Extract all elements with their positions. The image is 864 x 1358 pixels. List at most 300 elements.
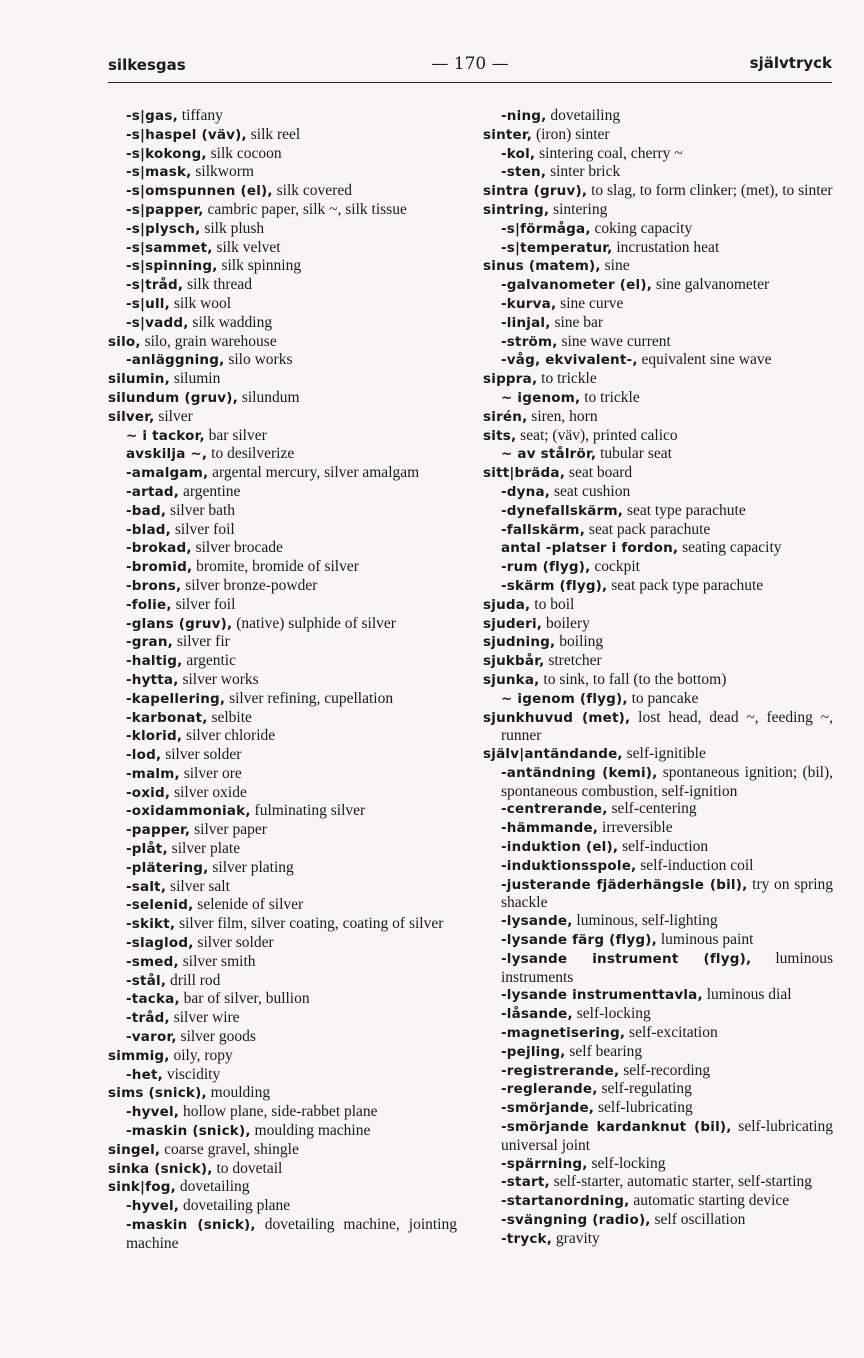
- entry-headword: ~ i tackor,: [126, 427, 205, 444]
- entry-translation: self-induction coil: [640, 856, 754, 874]
- dictionary-entry: [483, 633, 833, 652]
- entry-headword: -slaglod,: [126, 935, 194, 952]
- dictionary-entry: [483, 558, 833, 577]
- dictionary-entry: [108, 690, 457, 709]
- dictionary-entry: [108, 408, 457, 427]
- entry-headword: -skikt,: [126, 916, 176, 933]
- entry-translation: to trickle: [584, 388, 640, 406]
- entry-translation: silver chloride: [186, 727, 276, 745]
- entry-headword: -startanordning,: [501, 1193, 630, 1210]
- entry-translation: drill rod: [170, 971, 221, 989]
- dictionary-entry: [108, 558, 457, 577]
- entry-headword: -spärrning,: [501, 1155, 588, 1172]
- entry-translation: self-induction: [622, 838, 709, 856]
- dictionary-entry: [483, 857, 833, 876]
- dictionary-entry: [483, 1005, 833, 1024]
- entry-headword: -ning,: [501, 108, 547, 124]
- entry-translation: silver foil: [175, 595, 236, 613]
- entry-translation: viscidity: [166, 1065, 221, 1083]
- entry-headword: sink|fog,: [108, 1179, 176, 1196]
- entry-translation: sine galvanometer: [655, 276, 770, 294]
- dictionary-entry: [108, 577, 457, 596]
- entry-translation: seating capacity: [682, 539, 782, 557]
- dictionary-entry: [483, 239, 833, 258]
- dictionary-entry: [483, 1118, 833, 1155]
- entry-headword: -s|kokong,: [126, 145, 207, 162]
- entry-headword: -lysande instrumenttavla,: [501, 987, 703, 1004]
- entry-translation: argentic: [186, 652, 236, 670]
- entry-headword: -artad,: [126, 483, 180, 500]
- entry-headword: -lod,: [126, 747, 162, 764]
- entry-translation: silver solder: [165, 746, 242, 764]
- entry-translation: self-locking: [576, 1005, 651, 1023]
- entry-headword: -hytta,: [126, 671, 179, 688]
- entry-headword: ~ igenom,: [501, 389, 581, 406]
- dictionary-entry: [483, 521, 833, 540]
- entry-headword: -s|vadd,: [126, 314, 189, 331]
- entry-translation: argentine: [183, 482, 241, 500]
- dictionary-entry: [483, 615, 833, 634]
- entry-translation: bar of silver, bullion: [183, 990, 310, 1008]
- dictionary-entry: [108, 539, 457, 558]
- dictionary-entry: [108, 596, 457, 615]
- entry-translation: lost head, dead ~, feeding ~, runner: [501, 708, 833, 745]
- entry-headword: själv|antändande,: [483, 746, 623, 763]
- entry-translation: silk reel: [250, 125, 301, 143]
- entry-translation: silver oxide: [174, 783, 247, 801]
- entry-translation: moulding machine: [254, 1122, 371, 1140]
- entry-headword: -rum (flyg),: [501, 559, 591, 576]
- entry-headword: ~ av stålrör,: [501, 446, 597, 463]
- entry-headword: silundum (gruv),: [108, 389, 238, 406]
- entry-translation: bar silver: [208, 426, 267, 444]
- dictionary-entry: [108, 1028, 457, 1047]
- entry-headword: -brokad,: [126, 540, 192, 557]
- entry-headword: -glans (gruv),: [126, 615, 233, 632]
- entry-headword: -tacka,: [126, 991, 180, 1008]
- entry-headword: -reglerande,: [501, 1081, 598, 1098]
- entry-headword: -lysande instrument (flyg),: [501, 950, 752, 967]
- entry-translation: self-starter, automatic starter, self-starting: [553, 1173, 812, 1191]
- entry-headword: sintring,: [483, 201, 550, 218]
- entry-headword: -sten,: [501, 164, 547, 181]
- entry-translation: self-ignitible: [626, 745, 706, 763]
- entry-translation: oily, ropy: [173, 1046, 233, 1064]
- entry-headword: -het,: [126, 1066, 163, 1083]
- entry-headword: -s|tråd,: [126, 277, 184, 294]
- entry-headword: -s|plysch,: [126, 220, 201, 237]
- dictionary-entry: [483, 351, 833, 370]
- dictionary-entry: [108, 953, 457, 972]
- dictionary-entry: [108, 502, 457, 521]
- dictionary-entry: [108, 1066, 457, 1085]
- dictionary-entry: [483, 986, 833, 1005]
- entry-headword: -magnetisering,: [501, 1025, 626, 1042]
- entry-translation: silk plush: [204, 219, 265, 237]
- entry-translation: to dovetail: [216, 1159, 283, 1177]
- dictionary-entry: [483, 1080, 833, 1099]
- entry-translation: sine curve: [560, 294, 624, 312]
- dictionary-entry: [108, 1141, 457, 1160]
- left-column: [108, 107, 457, 1253]
- dictionary-entry: [108, 1084, 457, 1103]
- entry-headword: -oxid,: [126, 784, 171, 801]
- dictionary-entry: [108, 859, 457, 878]
- entry-headword: -dyna,: [501, 483, 551, 500]
- entry-translation: self bearing: [569, 1042, 643, 1060]
- entry-headword: -smed,: [126, 953, 179, 970]
- dictionary-entry: [483, 690, 833, 709]
- dictionary-entry: [108, 239, 457, 258]
- entry-headword: -smörjande kardanknut (bil),: [501, 1119, 732, 1136]
- entry-headword: sjunkhuvud (met),: [483, 709, 631, 726]
- dictionary-entry: [108, 1047, 457, 1066]
- dictionary-entry: [108, 182, 457, 201]
- dictionary-entry: [483, 819, 833, 838]
- dictionary-entry: [483, 1062, 833, 1081]
- entry-translation: silk spinning: [221, 257, 302, 275]
- dictionary-entry: [483, 276, 833, 295]
- dictionary-entry: [108, 633, 457, 652]
- entry-headword: -svängning (radio),: [501, 1212, 651, 1229]
- entry-translation: sine wave current: [561, 332, 671, 350]
- dictionary-entry: [108, 220, 457, 239]
- entry-headword: -våg, ekvivalent-,: [501, 352, 638, 369]
- entry-translation: sine: [604, 257, 630, 275]
- entry-headword: sitt|bräda,: [483, 465, 566, 482]
- entry-headword: -linjal,: [501, 314, 551, 331]
- dictionary-entry: [483, 483, 833, 502]
- entry-translation: silumin: [173, 370, 221, 388]
- entry-headword: -haltig,: [126, 653, 183, 670]
- entry-translation: silver brocade: [195, 539, 283, 557]
- entry-headword: -plåt,: [126, 841, 168, 858]
- entry-translation: silver paper: [194, 821, 267, 839]
- entry-headword: sinka (snick),: [108, 1160, 213, 1177]
- entry-translation: seat board: [568, 464, 633, 482]
- dictionary-entry: [483, 950, 833, 987]
- entry-headword: -s|ull,: [126, 295, 170, 312]
- entry-headword: -stål,: [126, 972, 167, 989]
- entry-headword: -kol,: [501, 145, 536, 162]
- entry-headword: sjunka,: [483, 671, 540, 688]
- entry-headword: -kapellering,: [126, 690, 226, 707]
- entry-headword: -antändning (kemi),: [501, 764, 658, 781]
- dictionary-entry: [483, 1043, 833, 1062]
- entry-headword: -blad,: [126, 521, 171, 538]
- entry-translation: silundum: [241, 388, 300, 406]
- entry-translation: fulminating silver: [254, 802, 366, 820]
- entry-headword: silo,: [108, 333, 141, 350]
- entry-translation: self-recording: [623, 1061, 711, 1079]
- dictionary-entry: [483, 182, 833, 201]
- entry-headword: -s|omspunnen (el),: [126, 183, 273, 200]
- entry-headword: -tråd,: [126, 1010, 170, 1027]
- dictionary-entry: [108, 840, 457, 859]
- entry-translation: irreversible: [602, 819, 673, 837]
- entry-translation: dovetailing: [550, 107, 621, 124]
- entry-headword: -start,: [501, 1174, 550, 1191]
- dictionary-entry: [483, 126, 833, 145]
- entry-translation: silver bath: [170, 501, 236, 519]
- entry-translation: self-regulating: [601, 1080, 692, 1098]
- entry-headword: -maskin (snick),: [126, 1123, 251, 1140]
- entry-headword: -folie,: [126, 596, 172, 613]
- dictionary-entry: [483, 931, 833, 950]
- entry-translation: self-locking: [591, 1154, 666, 1172]
- entry-translation: cambric paper, silk ~, silk tissue: [207, 200, 407, 218]
- entry-headword: -kurva,: [501, 295, 557, 312]
- entry-translation: silo works: [228, 351, 293, 369]
- entry-translation: self-lubricating: [598, 1099, 693, 1117]
- entry-translation: hollow plane, side-rabbet plane: [183, 1103, 378, 1121]
- entry-headword: sjuda,: [483, 596, 531, 613]
- dictionary-entry: [108, 896, 457, 915]
- dictionary-entry: [108, 972, 457, 991]
- entry-headword: sjukbår,: [483, 653, 545, 670]
- dictionary-entry: [108, 314, 457, 333]
- dictionary-entry: [108, 351, 457, 370]
- entry-translation: coking capacity: [594, 219, 693, 237]
- entry-headword: -amalgam,: [126, 465, 209, 482]
- entry-headword: sits,: [483, 427, 517, 444]
- dictionary-entry: [483, 1192, 833, 1211]
- entry-headword: sintra (gruv),: [483, 183, 588, 200]
- entry-translation: silver ore: [183, 764, 242, 782]
- dictionary-entry: [483, 1155, 833, 1174]
- entry-headword: sinus (matem),: [483, 258, 601, 275]
- entry-translation: boilery: [545, 614, 590, 632]
- dictionary-entry: [483, 295, 833, 314]
- entry-headword: -s|sammet,: [126, 239, 213, 256]
- entry-translation: coarse gravel, shingle: [164, 1140, 299, 1158]
- dictionary-entry: [108, 727, 457, 746]
- entry-headword: sjuderi,: [483, 615, 543, 632]
- entry-translation: selbite: [211, 708, 252, 726]
- entry-translation: silver plating: [212, 858, 294, 876]
- entry-headword: -induktionsspole,: [501, 857, 637, 874]
- entry-translation: equivalent sine wave: [641, 351, 772, 369]
- dictionary-entry: [108, 483, 457, 502]
- entry-headword: -oxidammoniak,: [126, 803, 251, 820]
- entry-headword: sippra,: [483, 371, 538, 388]
- entry-translation: incrustation heat: [616, 238, 720, 256]
- dictionary-entry: [483, 257, 833, 276]
- entry-translation: seat type parachute: [626, 501, 746, 519]
- dictionary-entry: [483, 912, 833, 931]
- dictionary-entry: [108, 915, 457, 934]
- dictionary-entry: [483, 764, 833, 801]
- entry-headword: simmig,: [108, 1047, 170, 1064]
- dictionary-entry: [483, 800, 833, 819]
- entry-headword: -lysande färg (flyg),: [501, 932, 657, 949]
- dictionary-entry: [108, 276, 457, 295]
- entry-translation: seat; (väv), printed calico: [520, 426, 678, 444]
- dictionary-entry: [108, 765, 457, 784]
- entry-translation: bromite, bromide of silver: [196, 558, 359, 576]
- entry-headword: -plätering,: [126, 859, 209, 876]
- entry-translation: silk thread: [187, 276, 253, 294]
- entry-translation: cockpit: [594, 558, 640, 576]
- entry-translation: try on spring shackle: [501, 875, 834, 912]
- entry-translation: silver works: [182, 670, 259, 688]
- entry-headword: sirén,: [483, 408, 528, 425]
- entry-headword: sinter,: [483, 126, 533, 143]
- header-guide-word-left: silkesgas: [108, 56, 186, 74]
- dictionary-entry: [483, 427, 833, 446]
- entry-headword: silver,: [108, 408, 155, 425]
- entry-headword: -anläggning,: [126, 352, 225, 369]
- entry-headword: -gran,: [126, 634, 173, 651]
- entry-translation: spontaneous ignition; (bil), spontaneous combustion, self-ignition: [501, 763, 834, 800]
- entry-translation: self oscillation: [654, 1211, 746, 1229]
- entry-translation: silver film, silver coating, coating of silver: [179, 915, 444, 933]
- dictionary-entry: [483, 333, 833, 352]
- entry-translation: to pancake: [631, 689, 699, 707]
- entry-translation: silver fir: [176, 633, 230, 651]
- entry-translation: argental mercury, silver amalgam: [212, 464, 420, 482]
- dictionary-entry: [483, 652, 833, 671]
- entry-headword: sims (snick),: [108, 1085, 207, 1102]
- entry-translation: to boil: [534, 595, 575, 613]
- dictionary-entry: [108, 370, 457, 389]
- dictionary-entry: [483, 1173, 833, 1192]
- dictionary-entry: [483, 1230, 833, 1249]
- entry-translation: to trickle: [541, 370, 597, 388]
- entry-headword: -bromid,: [126, 559, 193, 576]
- dictionary-entry: [108, 671, 457, 690]
- entry-translation: seat pack parachute: [588, 520, 711, 538]
- dictionary-entry: [108, 615, 457, 634]
- dictionary-entry: [108, 126, 457, 145]
- dictionary-entry: [108, 464, 457, 483]
- dictionary-entry: [483, 577, 833, 596]
- dictionary-entry: [108, 934, 457, 953]
- entry-headword: -lysande,: [501, 913, 573, 930]
- entry-translation: stretcher: [548, 652, 602, 670]
- entry-headword: -s|papper,: [126, 201, 204, 218]
- entry-headword: -induktion (el),: [501, 839, 619, 856]
- dictionary-entry: [108, 1103, 457, 1122]
- entry-translation: (native) sulphide of silver: [236, 614, 396, 632]
- entry-translation: (iron) sinter: [535, 125, 610, 143]
- entry-headword: -centrerande,: [501, 801, 608, 818]
- entry-translation: silver wire: [173, 1009, 240, 1027]
- dictionary-entry: [108, 1178, 457, 1197]
- entry-translation: boiling: [559, 633, 604, 651]
- entry-translation: gravity: [555, 1229, 600, 1247]
- entry-translation: to sink, to fall (to the bottom): [543, 670, 727, 688]
- right-column: [483, 107, 833, 1249]
- header-guide-word-right: självtryck: [749, 54, 832, 72]
- entry-translation: luminous paint: [660, 931, 754, 949]
- dictionary-entry: [483, 745, 833, 764]
- entry-headword: ~ igenom (flyg),: [501, 690, 628, 707]
- dictionary-entry: [483, 1099, 833, 1118]
- entry-headword: silumin,: [108, 371, 170, 388]
- entry-headword: -salt,: [126, 878, 167, 895]
- entry-translation: silo, grain warehouse: [144, 332, 277, 350]
- entry-translation: dovetailing: [179, 1178, 250, 1196]
- entry-headword: -tryck,: [501, 1230, 553, 1247]
- dictionary-entry: [108, 746, 457, 765]
- entry-headword: antal -platser i fordon,: [501, 540, 679, 557]
- entry-headword: -bad,: [126, 502, 167, 519]
- dictionary-entry: [108, 333, 457, 352]
- dictionary-entry: [108, 652, 457, 671]
- entry-translation: selenide of silver: [197, 896, 304, 914]
- entry-translation: silver: [158, 407, 193, 425]
- dictionary-entry: [483, 314, 833, 333]
- entry-headword: -hyvel,: [126, 1104, 180, 1121]
- entry-translation: silver salt: [170, 877, 230, 895]
- entry-translation: dovetailing plane: [183, 1197, 291, 1215]
- dictionary-entry: [483, 107, 833, 126]
- entry-translation: silver bronze-powder: [185, 576, 318, 594]
- dictionary-entry: [483, 596, 833, 615]
- dictionary-entry: [483, 145, 833, 164]
- dictionary-entry: [108, 389, 457, 408]
- dictionary-entry: [483, 163, 833, 182]
- entry-headword: avskilja ~,: [126, 446, 208, 463]
- dictionary-entry: [108, 990, 457, 1009]
- entry-headword: -registrerande,: [501, 1062, 620, 1079]
- entry-translation: seat cushion: [554, 482, 631, 500]
- entry-translation: luminous dial: [706, 986, 792, 1004]
- entry-headword: -s|mask,: [126, 164, 192, 181]
- entry-translation: sine bar: [554, 313, 604, 331]
- entry-headword: -brons,: [126, 577, 182, 594]
- dictionary-entry: [108, 201, 457, 220]
- entry-headword: -pejling,: [501, 1043, 566, 1060]
- dictionary-entry: [108, 784, 457, 803]
- entry-translation: to slag, to form clinker; (met), to sinter: [591, 182, 833, 200]
- entry-headword: singel,: [108, 1141, 161, 1158]
- dictionary-entry: [108, 427, 457, 446]
- entry-translation: dovetailing machine, jointing machine: [126, 1216, 457, 1252]
- entry-translation: moulding: [210, 1084, 271, 1102]
- entry-headword: -hämmande,: [501, 820, 599, 837]
- entry-translation: silver goods: [180, 1028, 256, 1046]
- entry-headword: -s|spinning,: [126, 258, 218, 275]
- dictionary-entry: [483, 445, 833, 464]
- entry-headword: -s|temperatur,: [501, 239, 613, 256]
- entry-translation: silver plate: [171, 840, 241, 858]
- entry-headword: -s|haspel (väv),: [126, 126, 247, 143]
- entry-translation: self-centering: [611, 800, 697, 818]
- dictionary-entry: [108, 145, 457, 164]
- entry-translation: silver foil: [174, 520, 235, 538]
- dictionary-entry: [483, 838, 833, 857]
- entry-translation: silk covered: [276, 182, 352, 200]
- entry-translation: silkworm: [195, 163, 254, 181]
- entry-headword: -ström,: [501, 333, 558, 350]
- dictionary-entry: [108, 1197, 457, 1216]
- entry-headword: -malm,: [126, 765, 180, 782]
- entry-translation: silver solder: [197, 934, 274, 952]
- entry-translation: silver refining, cupellation: [229, 689, 394, 707]
- dictionary-entry: [483, 220, 833, 239]
- entry-headword: -s|förmåga,: [501, 220, 591, 237]
- entry-headword: -papper,: [126, 822, 191, 839]
- entry-translation: siren, horn: [531, 407, 598, 425]
- dictionary-entry: [108, 521, 457, 540]
- dictionary-entry: [108, 802, 457, 821]
- dictionary-entry: [108, 1009, 457, 1028]
- dictionary-entry: [483, 201, 833, 220]
- entry-translation: tubular seat: [600, 445, 672, 463]
- entry-translation: tiffany: [181, 107, 223, 124]
